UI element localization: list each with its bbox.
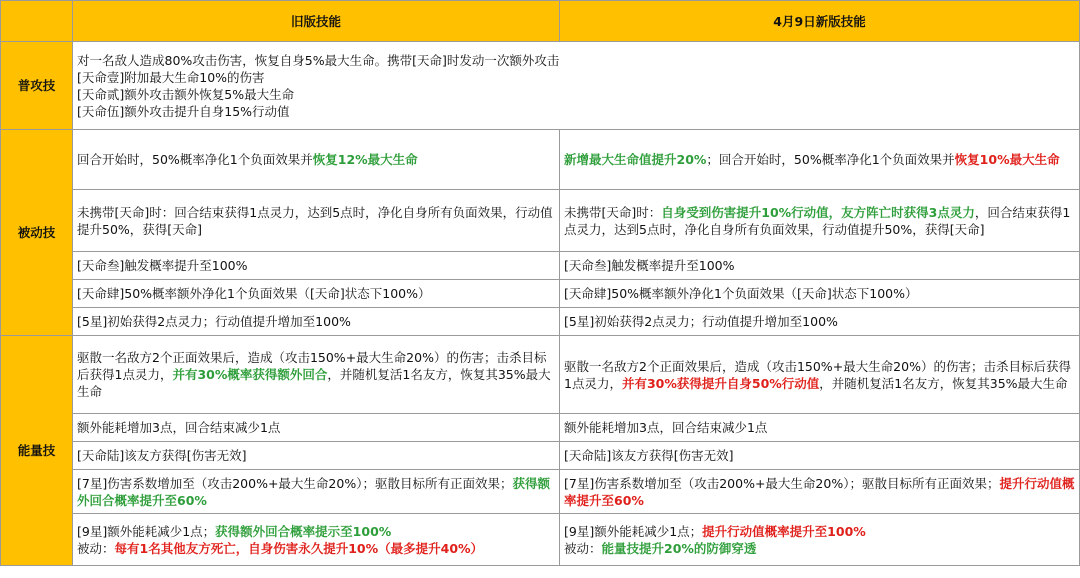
cell-text: ，并随机复活1名友方，恢复其35%最大生命 <box>819 375 1068 391</box>
basic-description <box>73 42 1080 130</box>
highlight-green-text: 获得额外回合概率提示至100% <box>215 523 392 539</box>
category-energy: 能量技 <box>1 336 73 566</box>
cell-text: ；回合开始时，50%概率净化1个负面效果并 <box>706 152 955 167</box>
passive-row <box>1 190 1080 252</box>
header-row <box>1 1 1080 42</box>
energy-new-cell <box>560 336 1080 414</box>
cell-text: 未携带[天命]时：回合结束获得1点灵力，达到5点时，净化自身所有负面效果，行动值提升50%，获得[天命] <box>77 204 553 237</box>
passive-old-cell <box>73 252 560 280</box>
energy-new-cell <box>560 514 1080 566</box>
energy-new-cell <box>560 442 1080 470</box>
cell-text: [天命陆]该友方获得[伤害无效] <box>564 448 734 463</box>
highlight-green-text: 新增最大生命值提升20% <box>564 152 707 167</box>
cell-text: [天命叁]触发概率提升至100% <box>77 258 248 273</box>
highlight-red-text: 提升行动值概率提升至60% <box>564 475 1075 508</box>
cell-text: [天命肆]50%概率额外净化1个负面效果（[天命]状态下100%） <box>564 286 918 301</box>
basic-line: [天命伍]额外攻击提升自身15%行动值 <box>77 103 290 119</box>
cell-text: ，回合结束获得1点灵力，达到5点时，净化自身所有负面效果，行动值提升50%，获得[天命] <box>564 204 1071 237</box>
cell-text: 额外能耗增加3点，回合结束减少1点 <box>77 420 281 435</box>
energy-row <box>1 514 1080 566</box>
cell-text: 未携带[天命]时： <box>564 204 662 220</box>
cell-text: 被动： <box>77 540 115 556</box>
passive-old-cell <box>73 190 560 252</box>
energy-old-cell <box>73 514 560 566</box>
highlight-red-text: 提升行动值概率提升至100% <box>702 523 866 539</box>
energy-row <box>1 442 1080 470</box>
energy-old-cell <box>73 336 560 414</box>
energy-new-cell <box>560 470 1080 514</box>
cell-text: [天命肆]50%概率额外净化1个负面效果（[天命]状态下100%） <box>77 286 431 301</box>
basic-line: [天命壹]附加最大生命10%的伤害 <box>77 69 265 85</box>
energy-row <box>1 336 1080 414</box>
highlight-green-text: 并有30%概率获得额外回合 <box>172 367 328 382</box>
cell-text: [9星]额外能耗减少1点； <box>564 523 703 539</box>
cell-text: 额外能耗增加3点，回合结束减少1点 <box>564 420 768 435</box>
passive-row <box>1 280 1080 308</box>
basic-line: [天命贰]额外攻击额外恢复5%最大生命 <box>77 86 295 102</box>
highlight-green-text: 恢复12%最大生命 <box>312 152 418 167</box>
passive-row <box>1 252 1080 280</box>
passive-old-cell <box>73 308 560 336</box>
header-new-skill: 4月9日新版技能 <box>560 1 1080 42</box>
energy-row <box>1 414 1080 442</box>
category-passive: 被动技 <box>1 130 73 336</box>
highlight-red-text: 恢复10%最大生命 <box>954 152 1060 167</box>
cell-text: ，并随机复活1名友方，恢复其35%最大生命 <box>77 367 551 399</box>
header-corner <box>1 1 73 42</box>
category-basic: 普攻技 <box>1 42 73 130</box>
passive-new-cell <box>560 308 1080 336</box>
highlight-green-text: 能量技提升20%的防御穿透 <box>601 540 757 556</box>
cell-text: [5星]初始获得2点灵力；行动值提升增加至100% <box>564 314 838 329</box>
header-old-skill: 旧版技能 <box>73 1 560 42</box>
cell-text: [天命叁]触发概率提升至100% <box>564 258 735 273</box>
cell-text: [7星]伤害系数增加至（攻击200%+最大生命20%）；驱散目标所有正面效果； <box>564 475 1000 491</box>
highlight-red-text: 每有1名其他友方死亡，自身伤害永久提升10%（最多提升40%） <box>114 540 484 556</box>
cell-text: [5星]初始获得2点灵力；行动值提升增加至100% <box>77 314 351 329</box>
basic-row <box>1 42 1080 130</box>
basic-line: 对一名敌人造成80%攻击伤害，恢复自身5%最大生命。携带[天命]时发动一次额外攻击 <box>77 52 560 68</box>
highlight-green-text: 获得额外回合概率提升至60% <box>77 475 550 508</box>
passive-row <box>1 130 1080 190</box>
energy-old-cell <box>73 414 560 442</box>
passive-old-cell <box>73 130 560 190</box>
passive-row <box>1 308 1080 336</box>
highlight-green-text: 自身受到伤害提升10%行动值，友方阵亡时获得3点灵力 <box>661 204 975 220</box>
cell-text: 驱散一名敌方2个正面效果后，造成（攻击150%+最大生命20%）的伤害；击杀目标后获得1点灵力， <box>564 358 1071 391</box>
passive-old-cell <box>73 280 560 308</box>
cell-text: [9星]额外能耗减少1点； <box>77 523 216 539</box>
cell-text: [7星]伤害系数增加至（攻击200%+最大生命20%）；驱散目标所有正面效果； <box>77 475 513 491</box>
energy-old-cell <box>73 442 560 470</box>
energy-old-cell <box>73 470 560 514</box>
energy-new-cell <box>560 414 1080 442</box>
cell-text: 被动： <box>564 540 602 556</box>
passive-new-cell <box>560 190 1080 252</box>
energy-row <box>1 470 1080 514</box>
passive-new-cell <box>560 130 1080 190</box>
highlight-red-text: 并有30%获得提升自身50%行动值 <box>621 375 820 391</box>
passive-new-cell <box>560 280 1080 308</box>
cell-text: 驱散一名敌方2个正面效果后，造成（攻击150%+最大生命20%）的伤害；击杀目标后获得1点灵力， <box>77 350 547 382</box>
cell-text: [天命陆]该友方获得[伤害无效] <box>77 448 247 463</box>
passive-new-cell <box>560 252 1080 280</box>
cell-text: 回合开始时，50%概率净化1个负面效果并 <box>77 152 313 167</box>
